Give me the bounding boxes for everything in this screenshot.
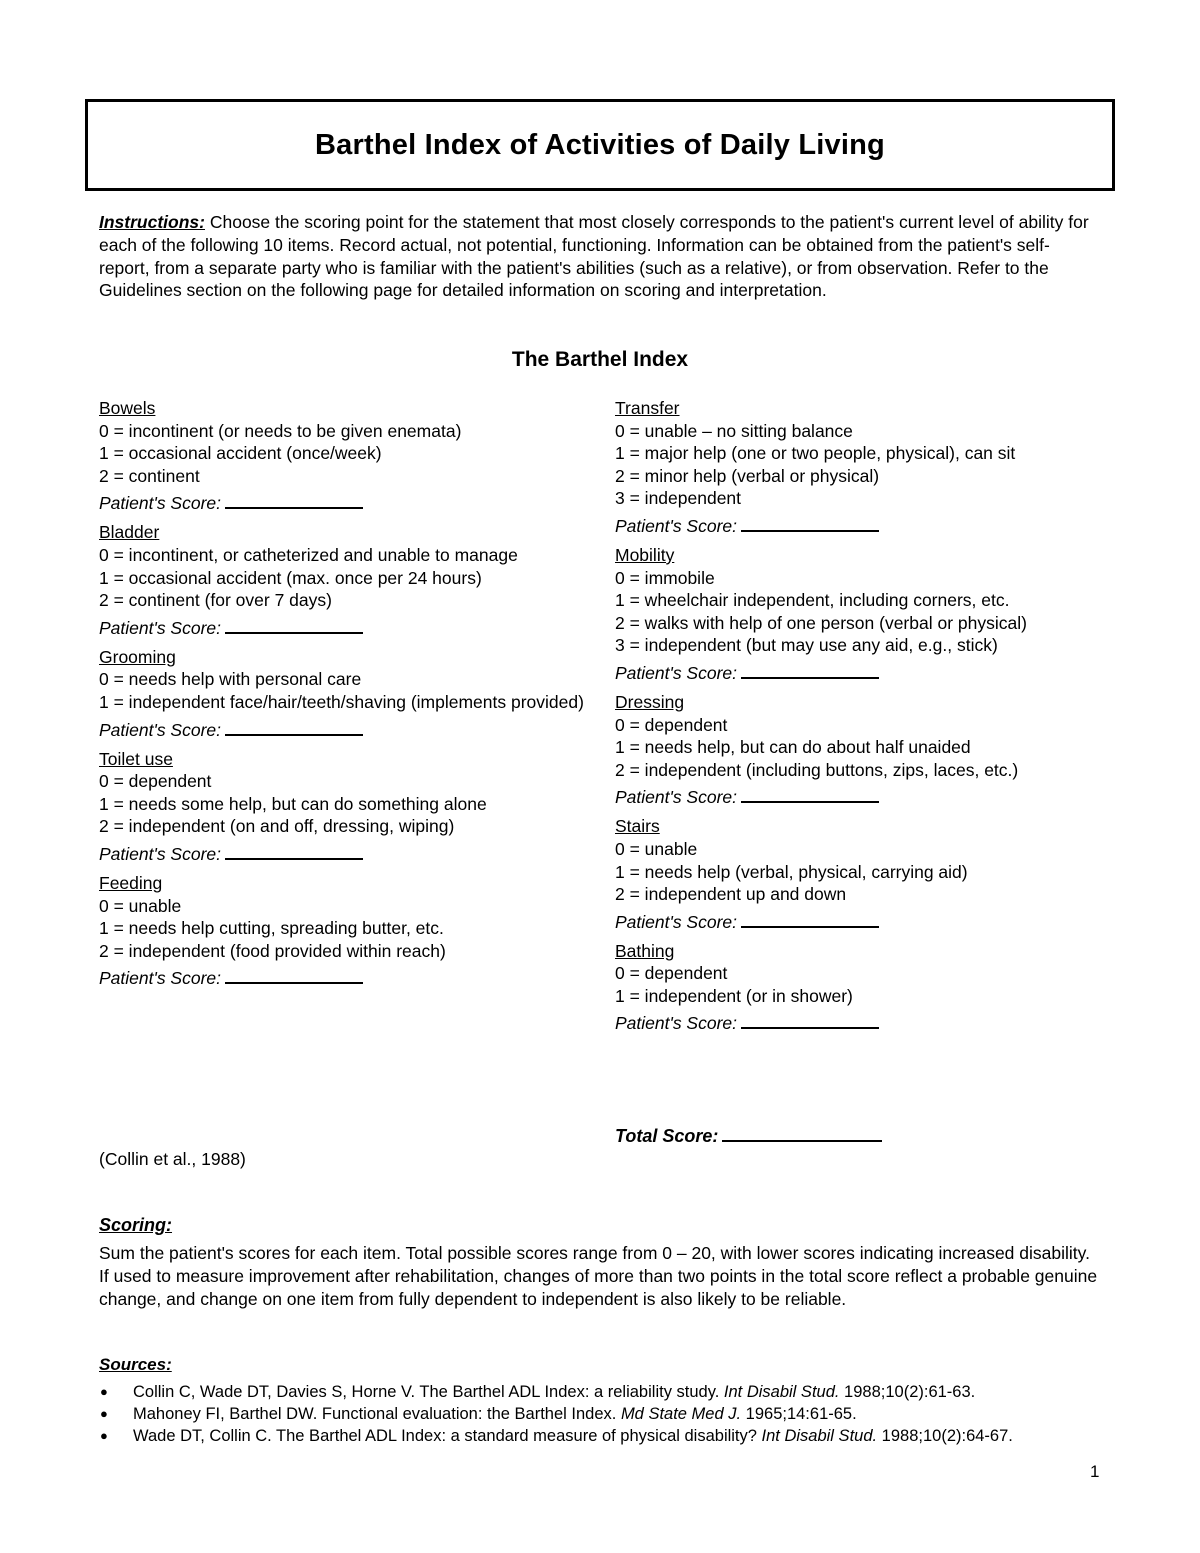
title-box (85, 99, 1115, 191)
option-bladder-1: 1 = occasional accident (max. once per 24 hours) (99, 567, 482, 588)
total-score-row (615, 1124, 882, 1147)
score-label: Patient's Score: (99, 968, 222, 989)
item-bathing (615, 940, 1115, 1036)
index-title: The Barthel Index (511, 348, 689, 371)
item-name-bathing: Bathing (615, 940, 675, 961)
score-row-bladder (99, 616, 599, 640)
source-text: Mahoney FI, Barthel DW. Functional evaluation: the Barthel Index. (133, 1405, 621, 1423)
item-bowels (99, 397, 599, 515)
source-citation: 1988;10(2):61-63. (839, 1383, 976, 1401)
item-grooming (99, 646, 599, 742)
sources-heading: Sources: (99, 1355, 172, 1374)
item-toilet-use (99, 748, 599, 866)
option-bathing-0: 0 = dependent (615, 963, 728, 984)
item-name-mobility: Mobility (615, 544, 675, 565)
item-name-bowels: Bowels (99, 398, 156, 418)
score-field-toilet-use[interactable] (225, 842, 363, 860)
option-mobility-2: 2 = walks with help of one person (verbal or physical) (615, 612, 1027, 633)
option-grooming-1: 1 = independent face/hair/teeth/shaving (implements provided) (99, 691, 584, 712)
option-bowels-1: 1 = occasional accident (once/week) (99, 443, 382, 464)
source-text: Collin C, Wade DT, Davies S, Horne V. The Barthel ADL Index: a reliability study. (133, 1383, 724, 1401)
item-stairs (615, 815, 1115, 933)
item-name-transfer: Transfer (615, 398, 680, 418)
total-score-field[interactable] (722, 1124, 882, 1142)
bullet-icon: ● (100, 1428, 108, 1443)
source-journal: Md State Med J. (620, 1405, 742, 1423)
item-dressing (615, 691, 1115, 809)
score-row-toilet-use (99, 842, 599, 866)
scoring-heading: Scoring: (99, 1215, 173, 1235)
option-mobility-0: 0 = immobile (615, 567, 715, 588)
option-bladder-2: 2 = continent (for over 7 days) (99, 590, 332, 611)
score-field-bathing[interactable] (741, 1011, 879, 1029)
item-feeding (99, 872, 599, 990)
page-number: 1 (1090, 1462, 1100, 1481)
option-transfer-0: 0 = unable – no sitting balance (615, 420, 853, 441)
score-field-transfer[interactable] (741, 514, 879, 532)
score-row-dressing (615, 785, 1115, 809)
option-mobility-1: 1 = wheelchair independent, including corners, etc. (615, 590, 1010, 611)
score-row-bathing (615, 1011, 1115, 1035)
score-label: Patient's Score: (99, 719, 222, 740)
score-field-stairs[interactable] (741, 910, 879, 928)
source-item (99, 1403, 1119, 1425)
option-dressing-2: 2 = independent (including buttons, zips, laces, etc.) (615, 759, 1019, 780)
score-field-grooming[interactable] (225, 718, 363, 736)
source-item (99, 1425, 1119, 1447)
bullet-icon: ● (100, 1406, 108, 1421)
total-score-label: Total Score: (615, 1126, 719, 1146)
option-bladder-0: 0 = incontinent, or catheterized and unable to manage (99, 544, 518, 565)
item-transfer (615, 397, 1115, 538)
instructions-label: Instructions: (99, 212, 205, 232)
source-citation: 1988;10(2):64-67. (877, 1427, 1013, 1445)
item-name-dressing: Dressing (615, 691, 685, 712)
score-field-feeding[interactable] (225, 966, 363, 984)
option-stairs-0: 0 = unable (615, 838, 698, 859)
score-label: Patient's Score: (615, 515, 738, 536)
item-name-feeding: Feeding (99, 872, 163, 893)
scoring-text: Sum the patient's scores for each item. Total possible scores range from 0 – 20, with lower scores indicating increased disability. If used to measure improvement after rehabilitation, changes of more than two points in the total score reflect a probable genuine change, and change on one item from fully dependent to independent is also likely to be reliable. (99, 1243, 1098, 1309)
option-feeding-1: 1 = needs help cutting, spreading butter, etc. (99, 918, 444, 939)
score-row-stairs (615, 910, 1115, 934)
page-title: Barthel Index of Activities of Daily Living (315, 128, 885, 161)
option-toilet-use-2: 2 = independent (on and off, dressing, wiping) (99, 816, 455, 837)
item-name-toilet-use: Toilet use (99, 748, 173, 769)
option-bowels-0: 0 = incontinent (or needs to be given enemata) (99, 420, 462, 441)
item-name-grooming: Grooming (99, 646, 176, 667)
citation: (Collin et al., 1988) (99, 1149, 246, 1169)
score-row-transfer (615, 514, 1115, 538)
option-transfer-1: 1 = major help (one or two people, physical), can sit (615, 443, 1016, 464)
item-mobility (615, 544, 1115, 685)
score-label: Patient's Score: (615, 1013, 738, 1034)
option-transfer-2: 2 = minor help (verbal or physical) (615, 465, 880, 486)
option-feeding-0: 0 = unable (99, 895, 182, 916)
score-field-mobility[interactable] (741, 661, 879, 679)
source-item (99, 1381, 1119, 1403)
score-label: Patient's Score: (99, 843, 222, 864)
score-field-bladder[interactable] (225, 616, 363, 634)
item-name-stairs: Stairs (615, 816, 660, 837)
option-bowels-2: 2 = continent (99, 465, 200, 486)
score-label: Patient's Score: (615, 911, 738, 932)
score-label: Patient's Score: (99, 617, 222, 638)
option-toilet-use-1: 1 = needs some help, but can do something alone (99, 793, 487, 814)
instructions-text: Choose the scoring point for the statement that most closely corresponds to the patient's current level of ability for each of the following 10 items. Record actual, not potential, functioning. Information can be obtained from the patient's self-report, from a separate party who is familiar with the patient's abilities (such as a relative), or from observation. Refer to the Guidelines section on the following page for detailed information on scoring and interpretation. (99, 212, 1089, 301)
option-feeding-2: 2 = independent (food provided within reach) (99, 940, 446, 961)
option-dressing-0: 0 = dependent (615, 714, 728, 735)
sources-list (99, 1381, 1119, 1447)
option-grooming-0: 0 = needs help with personal care (99, 669, 362, 690)
option-transfer-3: 3 = independent (615, 488, 742, 509)
option-stairs-2: 2 = independent up and down (615, 884, 847, 905)
score-row-grooming (99, 718, 599, 742)
score-row-bowels (99, 491, 599, 515)
score-label: Patient's Score: (615, 662, 738, 683)
right-column (615, 397, 1115, 1041)
left-column (99, 397, 599, 996)
instructions-paragraph (99, 211, 1099, 302)
source-citation: 1965;14:61-65. (741, 1405, 857, 1423)
item-bladder (99, 521, 599, 639)
score-label: Patient's Score: (615, 787, 738, 808)
score-row-feeding (99, 966, 599, 990)
option-toilet-use-0: 0 = dependent (99, 771, 212, 792)
score-field-bowels[interactable] (225, 491, 363, 509)
bullet-icon: ● (100, 1384, 108, 1399)
score-field-dressing[interactable] (741, 785, 879, 803)
option-bathing-1: 1 = independent (or in shower) (615, 985, 853, 1006)
option-mobility-3: 3 = independent (but may use any aid, e.g., stick) (615, 635, 998, 656)
source-text: Wade DT, Collin C. The Barthel ADL Index: a standard measure of physical disability? (133, 1427, 762, 1445)
source-journal: Int Disabil Stud. (761, 1427, 878, 1445)
item-name-bladder: Bladder (99, 522, 160, 543)
option-dressing-1: 1 = needs help, but can do about half unaided (615, 737, 971, 758)
score-row-mobility (615, 661, 1115, 685)
option-stairs-1: 1 = needs help (verbal, physical, carrying aid) (615, 861, 968, 882)
source-journal: Int Disabil Stud. (723, 1383, 840, 1401)
score-label: Patient's Score: (99, 493, 222, 514)
